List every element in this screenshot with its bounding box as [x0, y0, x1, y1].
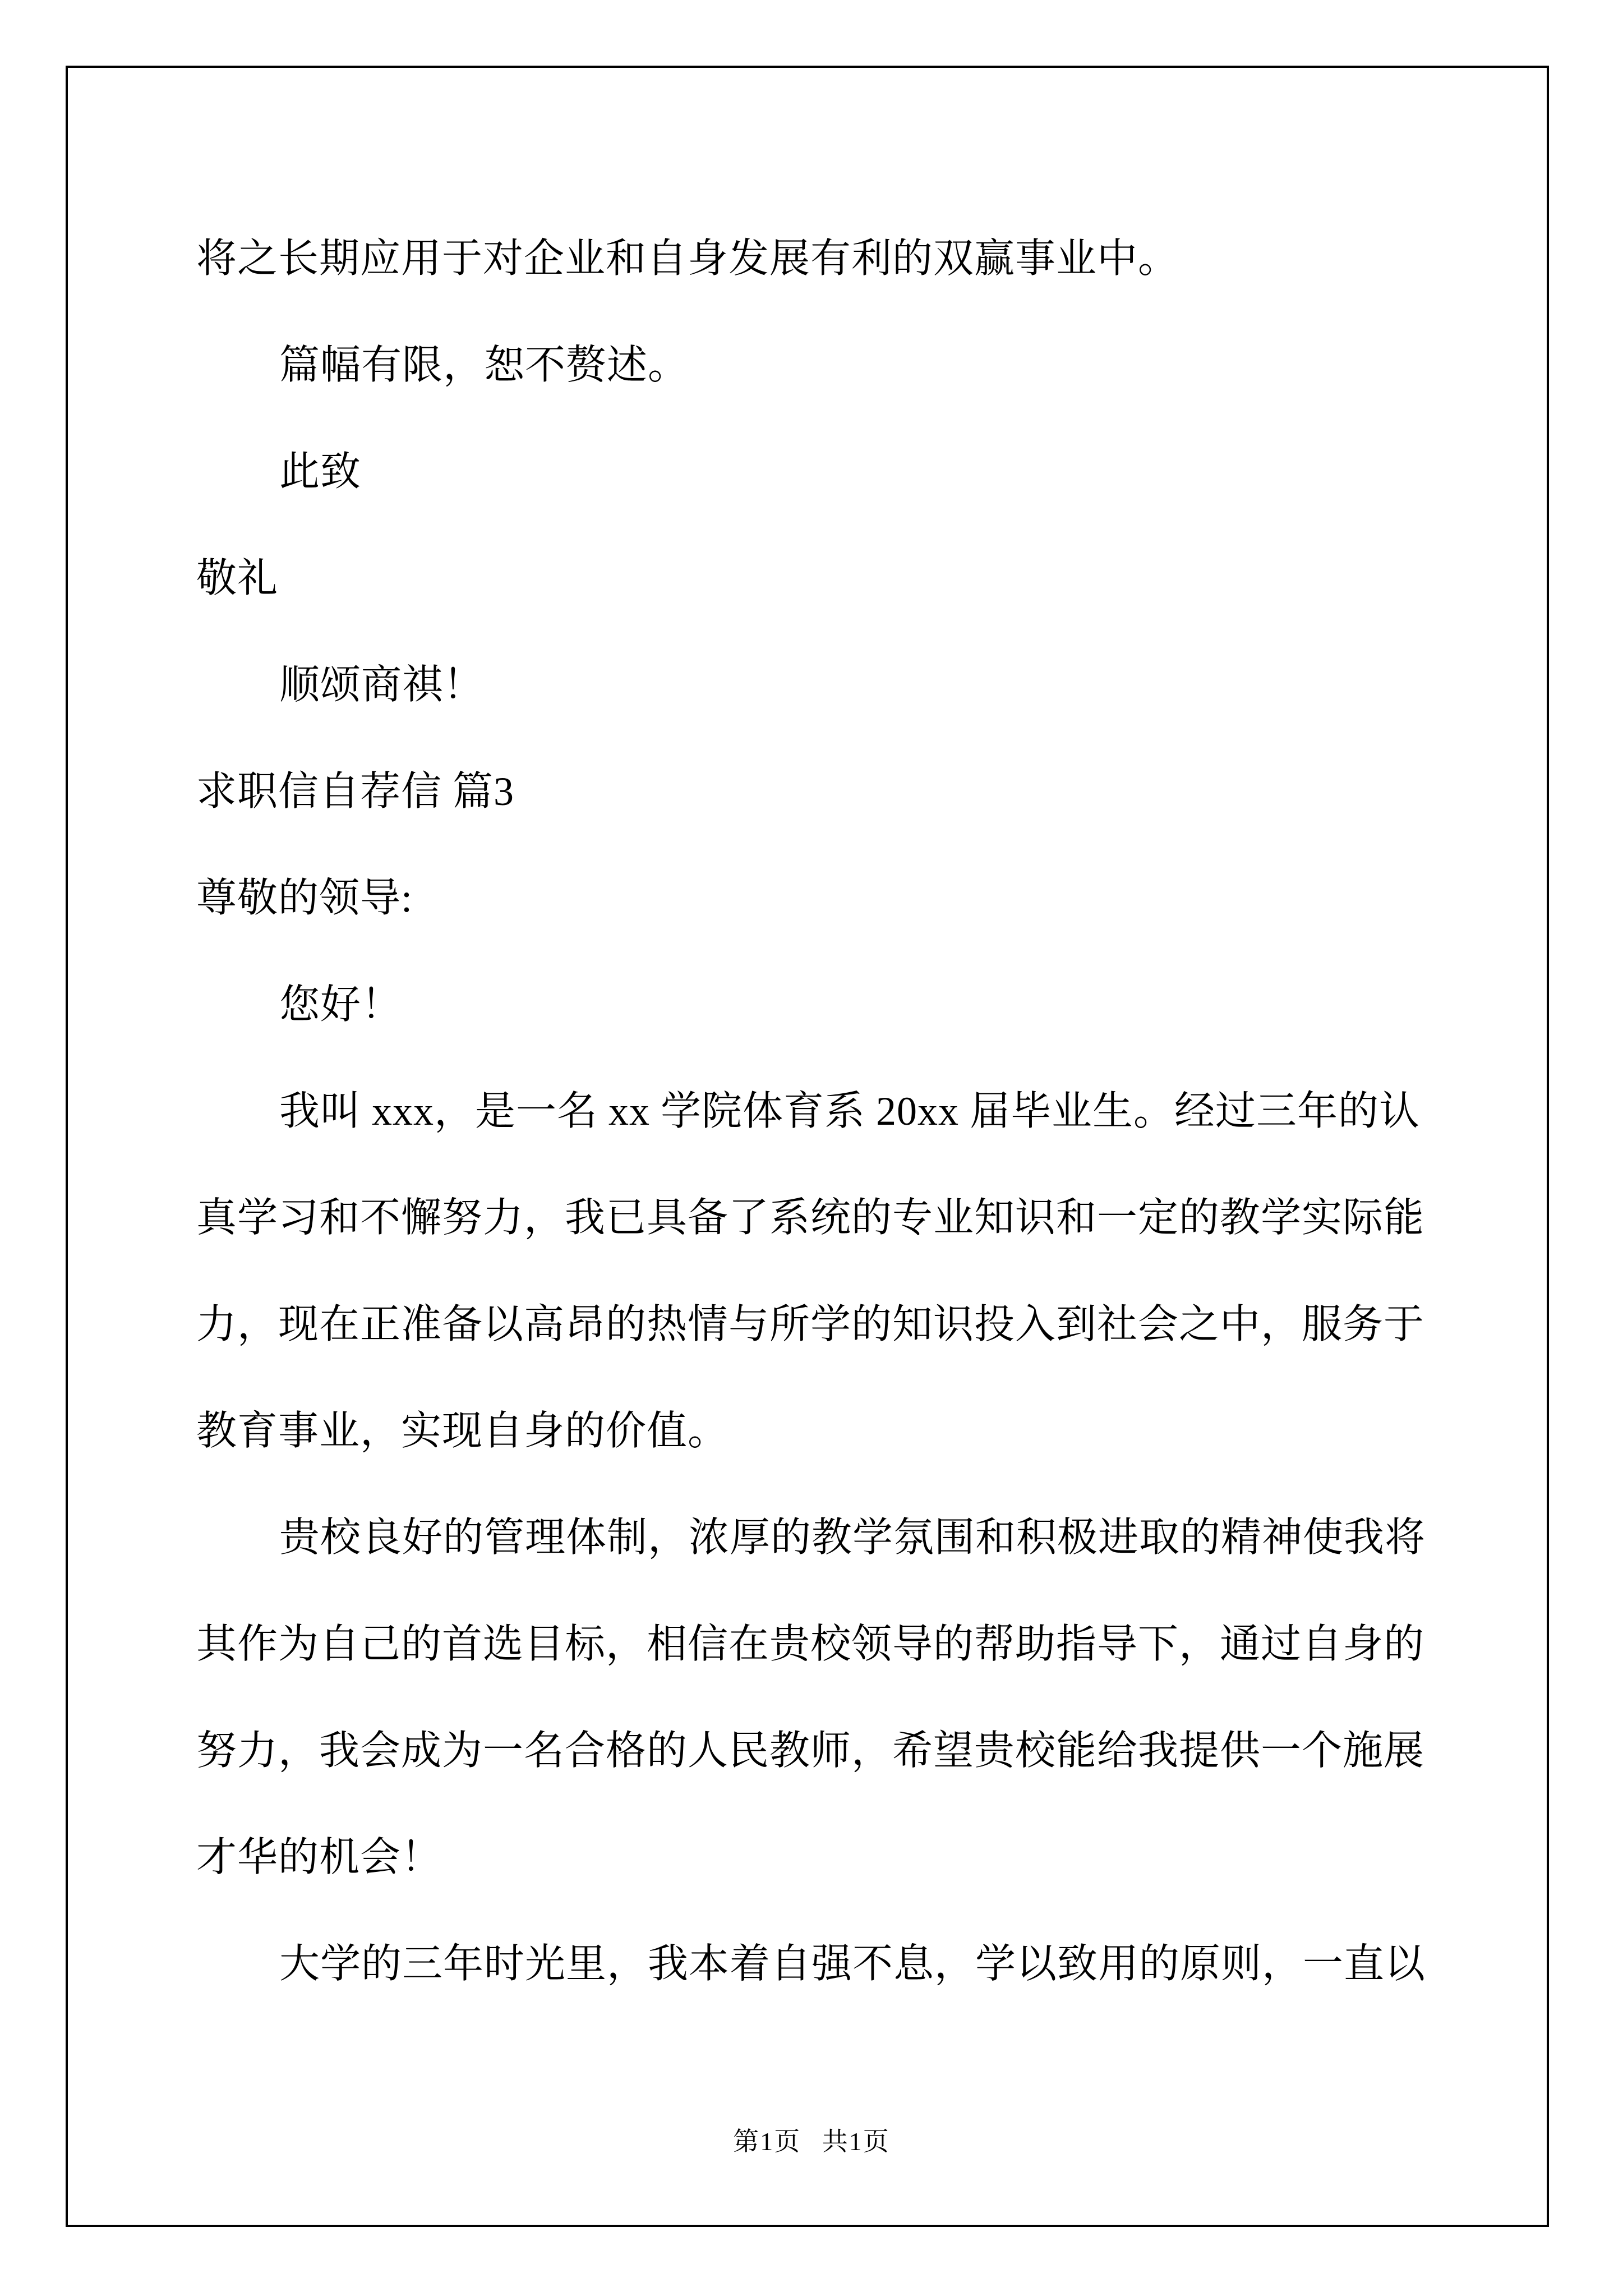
text-line: 您好！ — [279, 982, 403, 1027]
text-line: 尊敬的领导: — [196, 876, 413, 921]
text-line: 顺颂商祺！ — [279, 662, 485, 707]
text-line: 敬礼 — [196, 556, 279, 601]
text-line: 才华的机会！ — [196, 1835, 442, 1880]
text-line: 求职信自荐信 篇3 — [196, 769, 515, 814]
page-footer: 第1页 共1页 — [733, 2127, 890, 2156]
text-line: 其作为自己的首选目标，相信在贵校领导的帮助指导下，通过自身的 — [196, 1622, 1425, 1667]
text-line: 此致 — [279, 449, 362, 494]
text-line: 力，现在正准备以高昂的热情与所学的知识投入到社会之中，服务于 — [196, 1302, 1425, 1347]
text-line: 真学习和不懈努力，我已具备了系统的专业知识和一定的教学实际能 — [196, 1195, 1425, 1240]
text-line: 努力，我会成为一名合格的人民教师，希望贵校能给我提供一个施展 — [196, 1728, 1425, 1773]
text-line: 贵校良好的管理体制，浓厚的教学氛围和积极进取的精神使我将 — [279, 1515, 1426, 1560]
text-line: 篇幅有限，恕不赘述。 — [279, 343, 689, 388]
text-block — [196, 205, 1453, 2017]
text-line: 大学的三年时光里，我本着自强不息，学以致用的原则，一直以 — [279, 1941, 1426, 1986]
text-line: 教育事业，实现自身的价值。 — [196, 1409, 729, 1453]
text-line: 将之长期应用于对企业和自身发展有利的双赢事业中。 — [196, 236, 1179, 281]
text-line: 我叫 xxx，是一名 xx 学院体育系 20xx 届毕业生。经过三年的认 — [279, 1089, 1421, 1134]
